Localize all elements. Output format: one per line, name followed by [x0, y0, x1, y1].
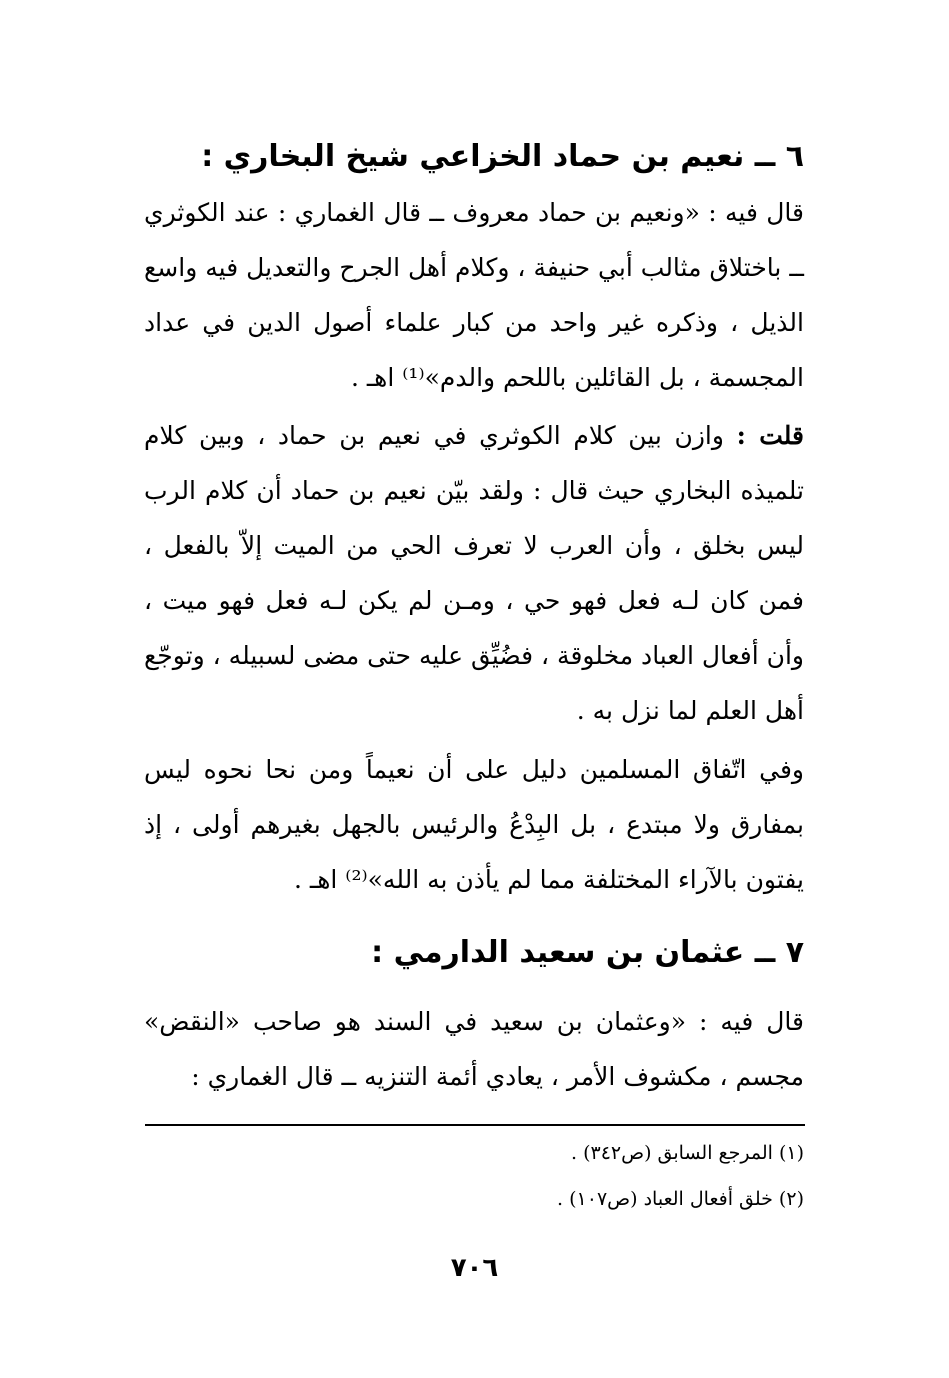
- footnote-separator: [145, 1124, 805, 1126]
- footnotes: [144, 1130, 804, 1222]
- section-6-heading: ٦ ــ نعيم بن حماد الخزاعي شيخ البخاري :: [201, 139, 804, 174]
- reply-text: وازن بين كلام الكوثري في نعيم بن حماد ، وبين كلام تلميذه البخاري حيث قال : ولقد بيّن نعيم بن حماد أن كلام الرب ليس بخلق ، وأن العرب لا تعرف الحي من الميت إلاّ بالفعل ، فمن كان لـه فعل فهو حي ، ومـن لم يكن لـه فعل فهو ميت ، وأن أفعال العباد مخلوقة ، فضُيِّق عليه حتى مضى لسبيله ، وتوجّع أهل العلم لما نزل به .: [144, 421, 804, 725]
- footnote-1: (١) المرجع السابق (ص٣٤٢) .: [570, 1142, 804, 1164]
- section-7-quote: قال فيه : «وعثمان بن سعيد في السند هو صاحب «النقض» مجسم ، مكشوف الأمر ، يعادي أئمة التنزيه ــ قال الغماري :: [144, 1007, 804, 1091]
- reply-lead: قلت :: [736, 421, 804, 450]
- section-7-heading: ٧ ــ عثمان بن سعيد الدارمي :: [371, 935, 804, 970]
- page-number: ٧٠٦: [450, 1253, 499, 1283]
- section-6-continuation: وفي اتّفاق المسلمين دليل على أن نعيماً ومن نحا نحوه ليس بمفارق ولا مبتدع ، بل البِدْعُ والرئيس بالجهل بغيرهم أولى ، إذ يفتون بالآراء المختلفة مما لم يأذن به الله»⁽²⁾ اهـ .: [144, 755, 804, 894]
- section-6-quote: قال فيه : «ونعيم بن حماد معروف ــ قال الغماري : عند الكوثري ــ باختلاق مثالب أبي حنيفة ، وكلام أهل الجرح والتعديل فيه واسع الذيل ، وذكره غير واحد من كبار علماء أصول الدين في عداد المجسمة ، بل القائلين باللحم والدم»⁽¹⁾ اهـ .: [144, 198, 804, 392]
- section-6-reply: [144, 408, 804, 738]
- footnote-2: (٢) خلق أفعال العباد (ص١٠٧) .: [557, 1188, 804, 1210]
